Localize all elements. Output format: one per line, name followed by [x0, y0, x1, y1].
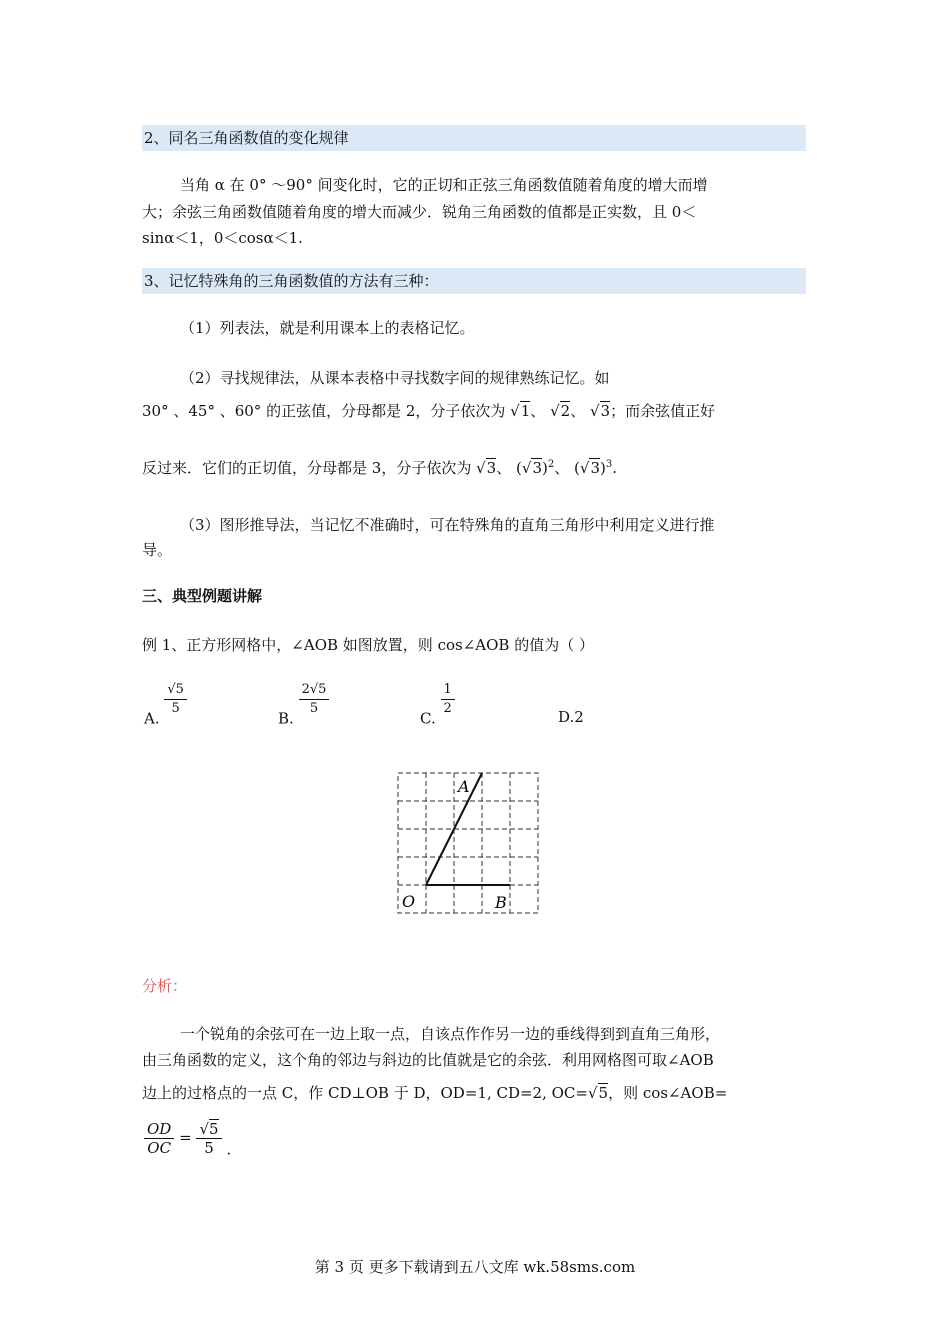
label-o: O	[402, 892, 416, 911]
analysis-line-1: 一个锐角的余弦可在一边上取一点，自该点作作另一边的垂线得到到直角三角形，	[180, 1025, 721, 1043]
sqrt-3-a: √3	[476, 459, 497, 477]
method-2-line-2-text: 30° 、45° 、60° 的正弦值，分母都是 2，分子依次为	[142, 402, 506, 420]
method-2-line-3: 反过来．它们的正切值，分母都是 3，分子依次为 √3、 $(√3)^2$、 $(√3)^3$.	[142, 459, 617, 477]
sqrt-3-squared: $(√3)^2$	[516, 459, 555, 477]
sqrt-3-cubed: $(√3)^3$	[574, 459, 613, 477]
section-2-line-1: 当角 α 在 0° ～90° 间变化时，它的正切和正弦三角函数值随着角度的增大而增	[180, 176, 708, 194]
method-2-line-2-tail: ；而余弦值正好	[610, 402, 716, 420]
option-d: D.2	[558, 708, 584, 726]
sqrt-5: √5	[587, 1084, 609, 1102]
label-a: A	[458, 777, 470, 796]
section-three-heading: 三、典型例题讲解	[142, 587, 263, 605]
method-2-line-3-text: 反过来．它们的正切值，分母都是 3，分子依次为	[142, 459, 472, 477]
method-3-line-2: 导。	[142, 541, 173, 559]
section-2-heading: 2、同名三角函数值的变化规律	[142, 125, 806, 151]
page-footer: 第 3 页 更多下载请到五八文库 wk.58sms.com	[314, 1258, 636, 1276]
method-2-line-1: （2）寻找规律法，从课本表格中寻找数字间的规律熟练记忆。如	[180, 369, 610, 387]
option-c: C. $\frac{1}{2}$	[420, 683, 455, 728]
sqrt-2: √2	[550, 402, 571, 420]
sqrt-1: √1	[510, 402, 531, 420]
analysis-result: $\frac{OD}{OC}$ = $\frac{√5}{5}$ .	[144, 1122, 231, 1159]
method-1: （1）列表法，就是利用课本上的表格记忆。	[180, 319, 475, 337]
analysis-line-2: 由三角函数的定义，这个角的邻边与斜边的比值就是它的余弦．利用网格图可取∠AOB	[142, 1051, 714, 1069]
analysis-label: 分析：	[142, 977, 188, 995]
label-b: B	[495, 893, 507, 912]
method-2-line-2: 30° 、45° 、60° 的正弦值，分母都是 2，分子依次为 √1、 √2、 √3；而余弦值正好	[142, 402, 716, 420]
sqrt-3: √3	[589, 402, 611, 420]
option-b: B. $\frac{2√5}{5}$	[278, 683, 329, 728]
section-2-line-3: sinα＜1，0＜cosα＜1.	[142, 229, 303, 247]
section-3-heading: 3、记忆特殊角的三角函数值的方法有三种：	[142, 268, 806, 294]
analysis-line-3: 边上的过格点的一点 C，作 CD⊥OB 于 D，OD=1, CD=2, OC=√5，则 cos∠AOB=	[142, 1084, 728, 1102]
section-2-line-2: 大；余弦三角函数值随着角度的增大而减少．锐角三角函数的值都是正实数，且 0＜	[142, 203, 697, 221]
option-a: A. $\frac{√5}{5}$	[144, 683, 187, 728]
grid-figure	[395, 770, 545, 920]
example-1: 例 1、正方形网格中，∠AOB 如图放置，则 cos∠AOB 的值为（ ）	[142, 636, 594, 654]
method-3-line-1: （3）图形推导法，当记忆不准确时，可在特殊角的直角三角形中利用定义进行推	[180, 516, 715, 534]
